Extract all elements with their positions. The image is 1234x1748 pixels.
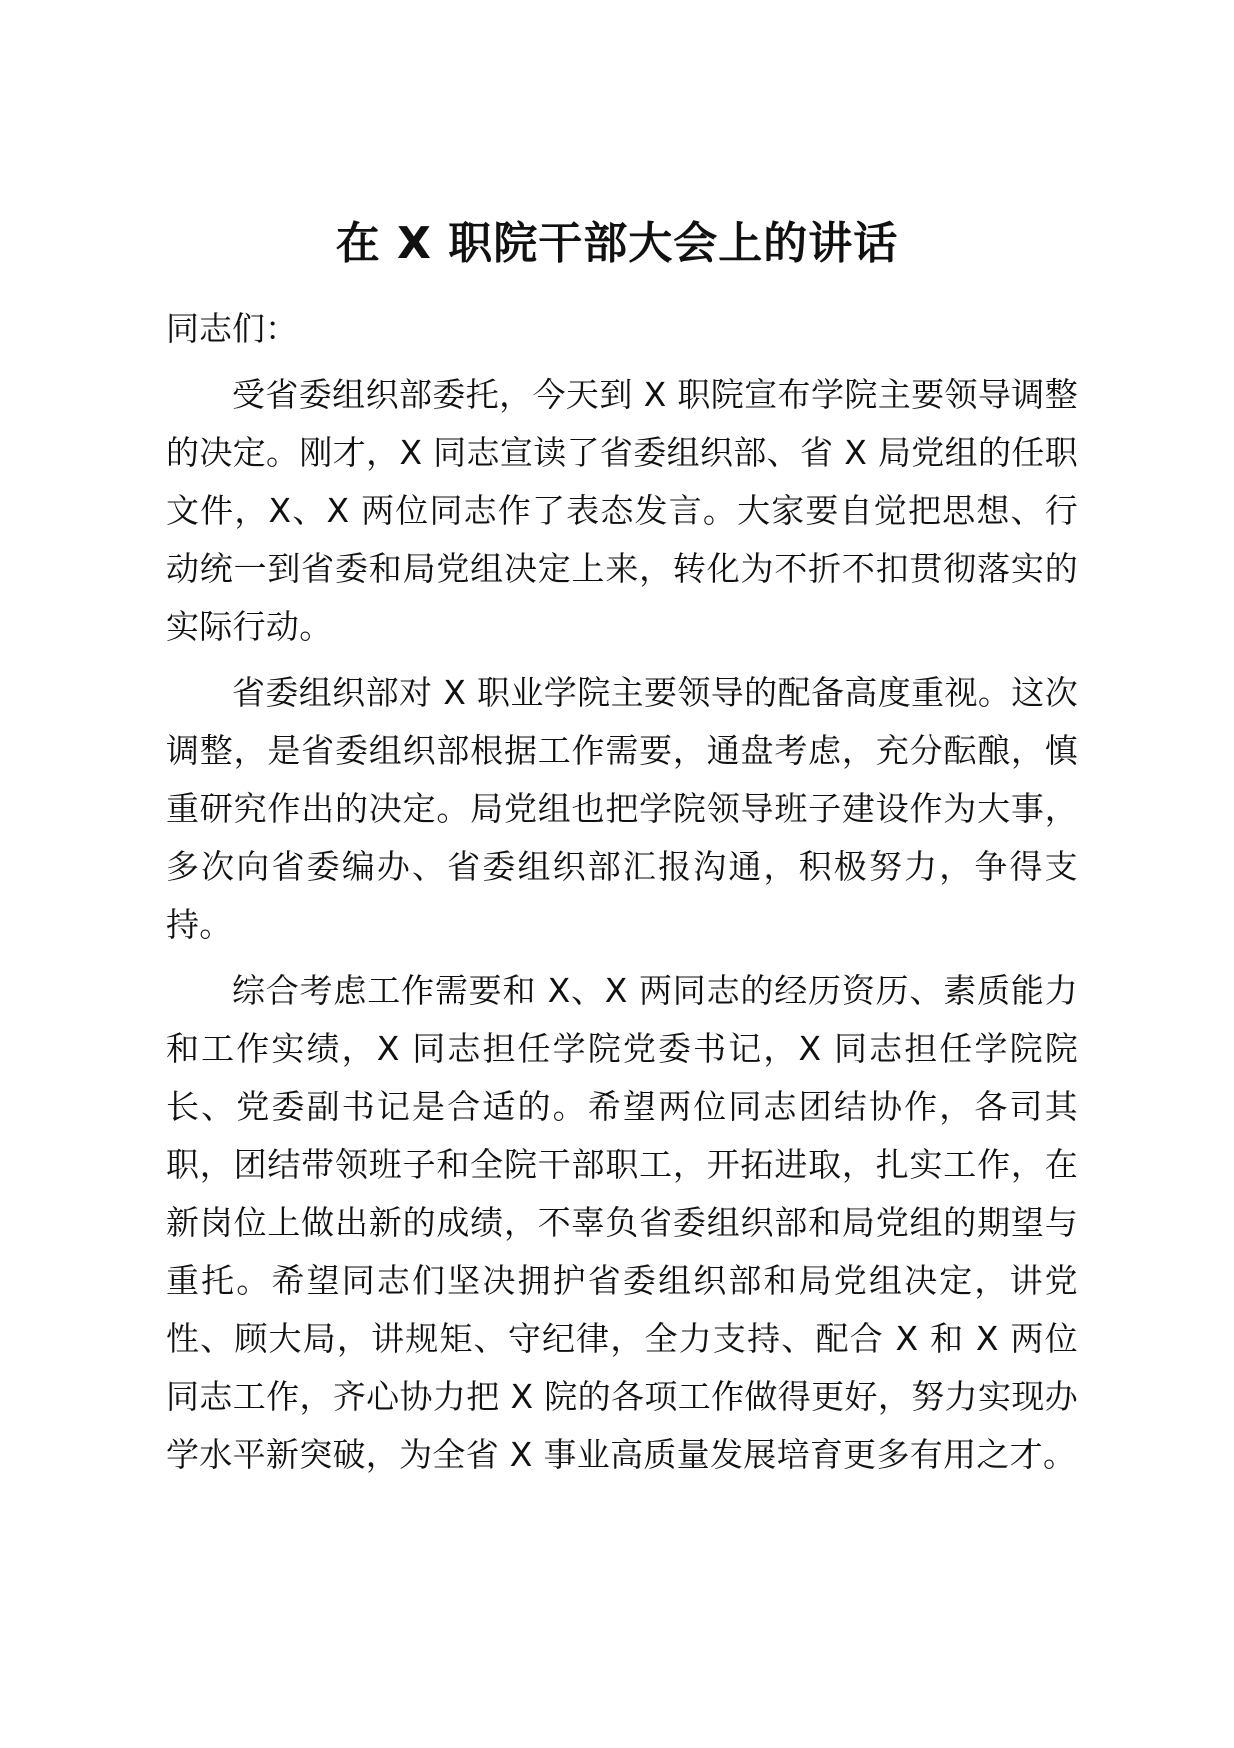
document-title: 在 X 职院干部大会上的讲话 xyxy=(335,218,899,269)
paragraph-3: 综合考虑工作需要和 X、X 两同志的经历资历、素质能力和工作实绩，X 同志担任学院党委书记，X 同志担任学院院长、党委副书记是合适的。希望两位同志团结协作，各司其职，团结带领班子和全院干部职工，开拓进取，扎实工作，在新岗位上做出新的成绩，不辜负省委组织部和局党组的期望与重托。希望同志们坚决拥护省委组织部和局党组决定，讲党性、顾大局，讲规矩、守纪律，全力支持、配合 X 和 X 两位同志工作，齐心协力把 X 院的各项工作做得更好，努力实现办学水平新突破，为全省 X 事业高质量发展培育更多有用之才。 xyxy=(166,971,1078,1474)
paragraph-1: 受省委组织部委托，今天到 X 职院宣布学院主要领导调整的决定。刚才，X 同志宣读了省委组织部、省 X 局党组的任职文件，X、X 两位同志作了表态发言。大家要自觉把思想、行动统一到省委和局党组决定上来，转化为不折不扣贯彻落实的实际行动。 xyxy=(166,375,1078,646)
document-body xyxy=(166,300,1078,1492)
salutation: 同志们： xyxy=(166,309,298,348)
paragraph-2: 省委组织部对 X 职业学院主要领导的配备高度重视。这次调整，是省委组织部根据工作需要，通盘考虑，充分酝酿，慎重研究作出的决定。局党组也把学院领导班子建设作为大事，多次向省委编办、省委组织部汇报沟通，积极努力，争得支持。 xyxy=(166,673,1078,944)
